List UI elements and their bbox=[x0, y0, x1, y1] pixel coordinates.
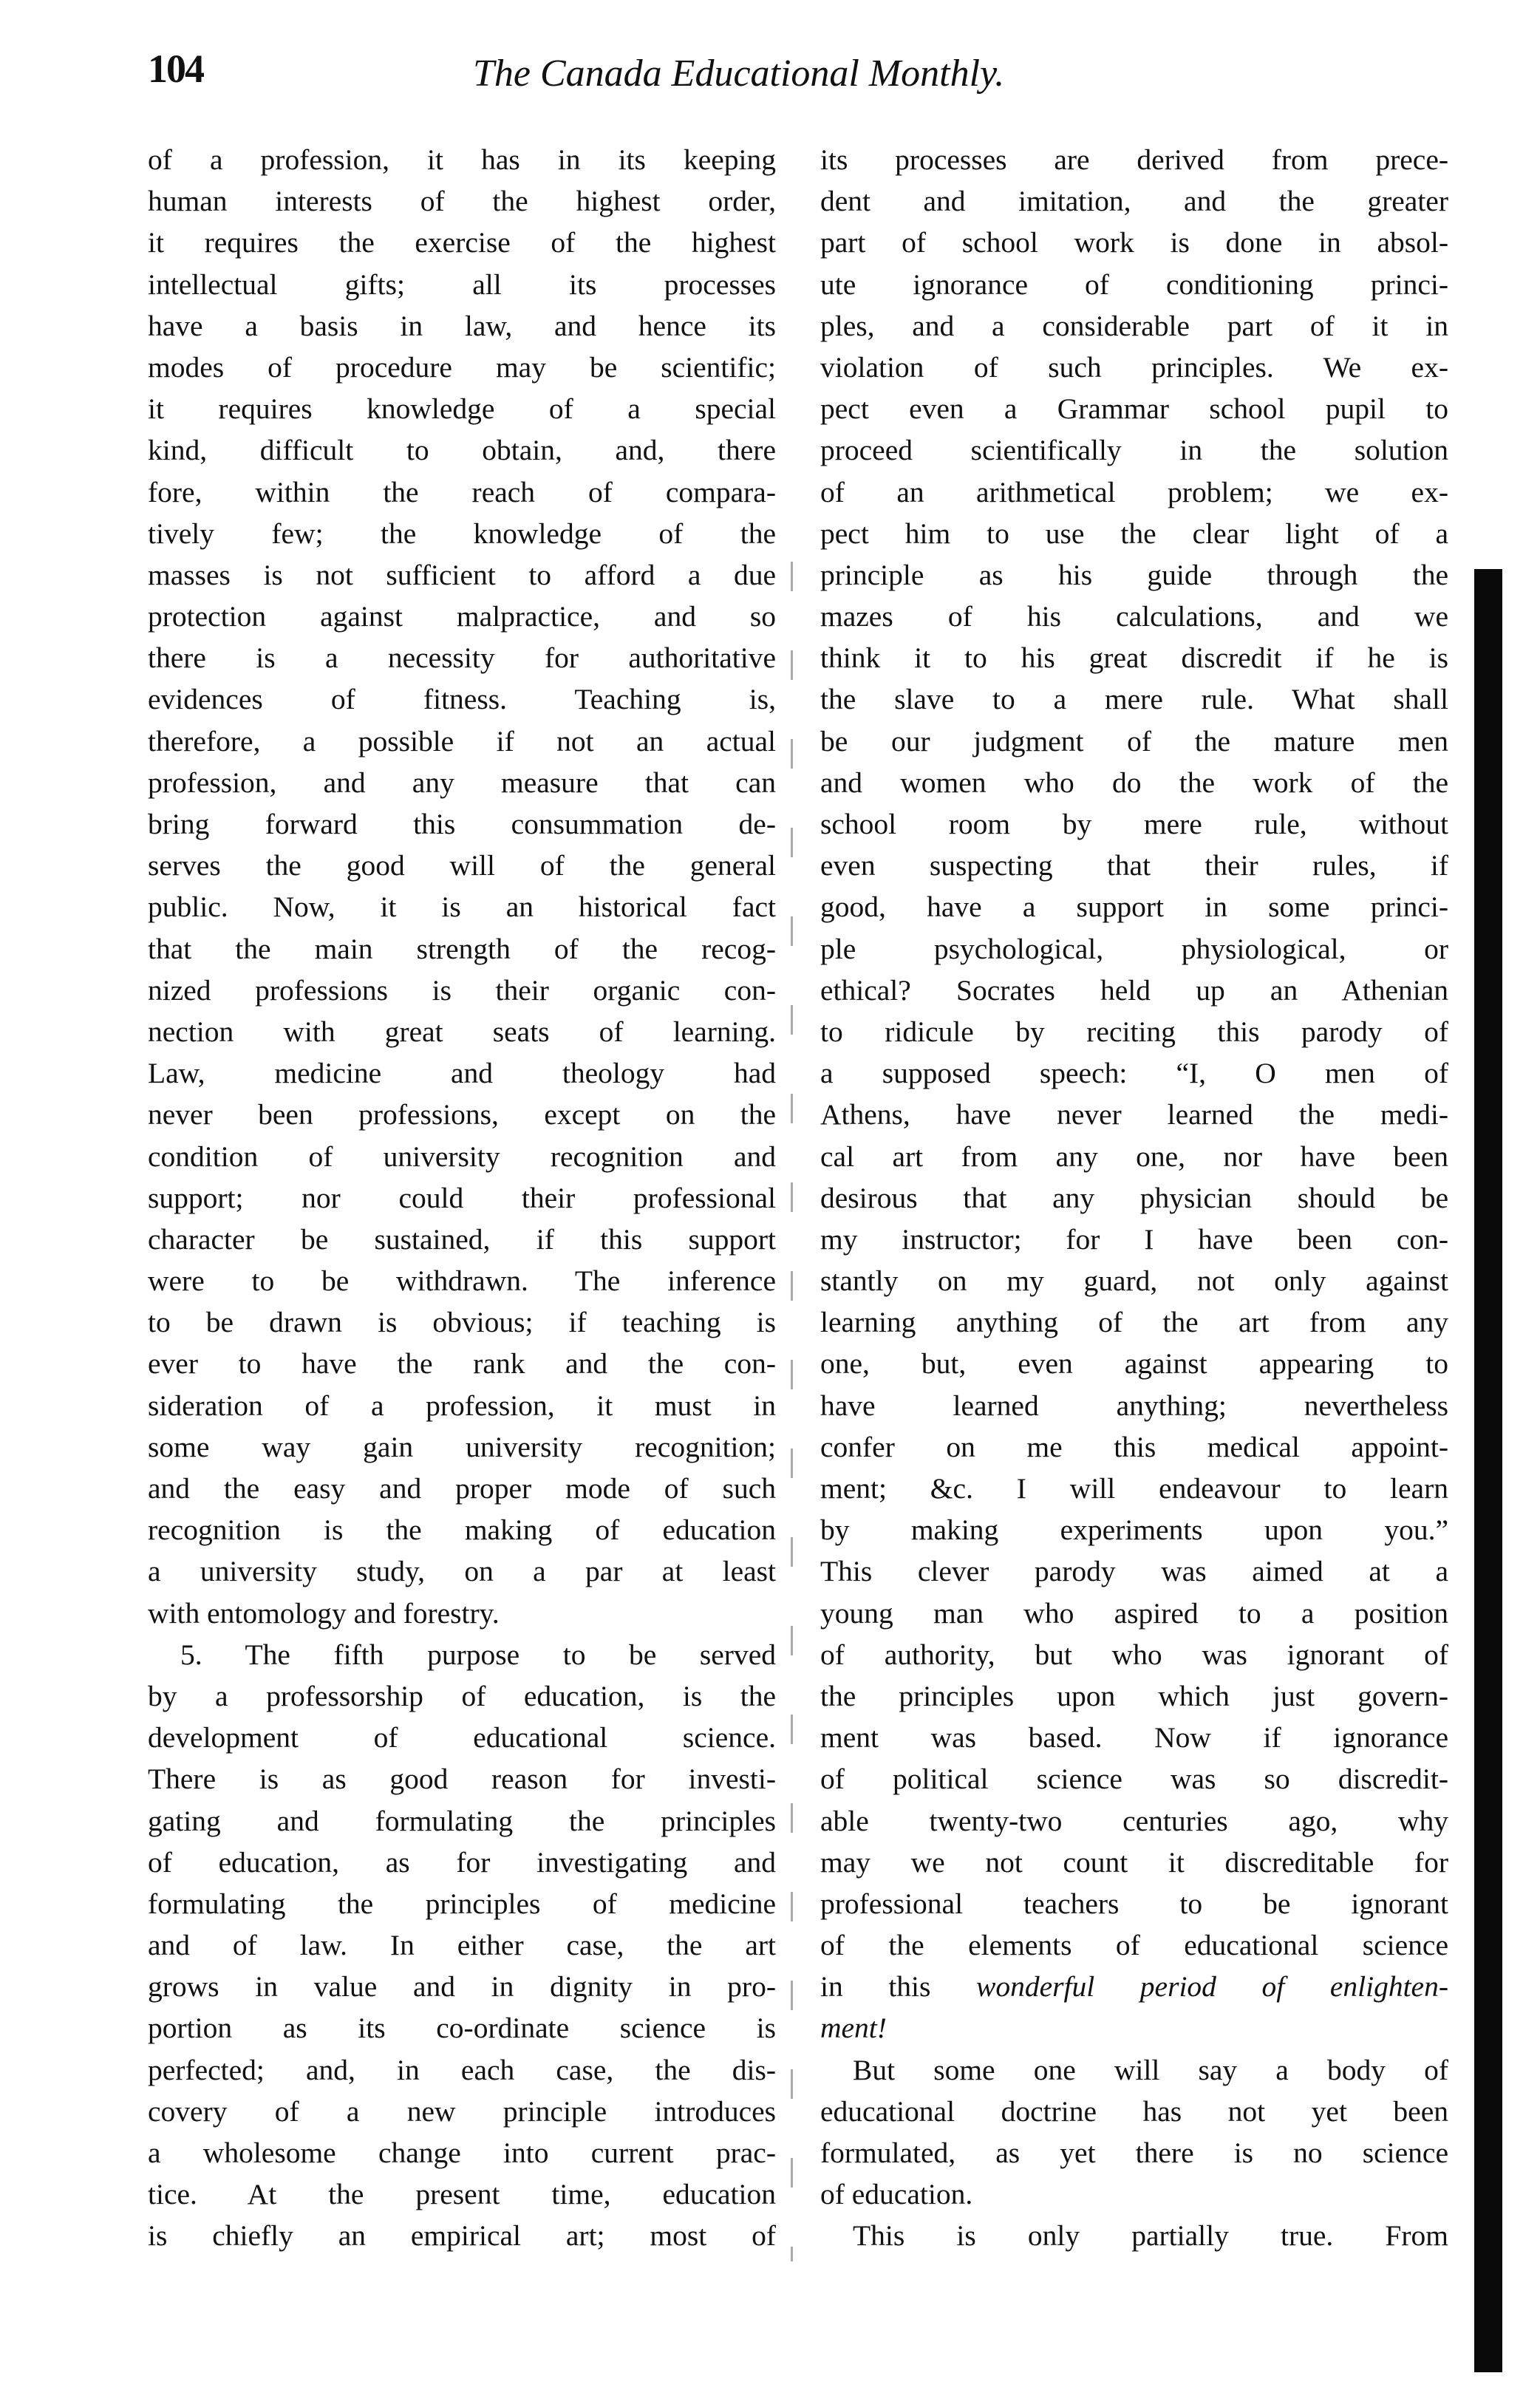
text-line: never been professions, except on the bbox=[148, 1098, 776, 1131]
page-header bbox=[148, 46, 1463, 105]
text-line: grows in value and in dignity in pro- bbox=[148, 1970, 776, 2003]
text-line: desirous that any physician should be bbox=[820, 1181, 1448, 1214]
text-line: modes of procedure may be scientific; bbox=[148, 350, 776, 384]
text-line: ment was based. Now if ignorance bbox=[820, 1721, 1448, 1754]
text-line: development of educational science. bbox=[148, 1721, 776, 1754]
text-line: is chiefly an empirical art; most of bbox=[148, 2219, 776, 2253]
text-line: think it to his great discredit if he is bbox=[820, 641, 1448, 675]
text-line: tively few; the knowledge of the bbox=[148, 517, 776, 550]
text-line: of the elements of educational science bbox=[820, 1929, 1448, 1962]
text-line: young man who aspired to a position bbox=[820, 1596, 1448, 1630]
right-text-column bbox=[820, 139, 1448, 2257]
text-line: masses is not sufficient to afford a due bbox=[148, 558, 776, 591]
text-line: of education, as for investigating and bbox=[148, 1845, 776, 1879]
text-line: mazes of his calculations, and we bbox=[820, 600, 1448, 633]
text-line: by a professorship of education, is the bbox=[148, 1679, 776, 1712]
text-line: formulated, as yet there is no science bbox=[820, 2137, 1448, 2169]
text-line: fore, within the reach of compara- bbox=[148, 475, 776, 508]
text-line: professional teachers to be ignorant bbox=[820, 1887, 1448, 1920]
text-line: of a profession, it has in its keeping bbox=[148, 143, 776, 176]
text-line: were to be withdrawn. The inference bbox=[148, 1264, 776, 1298]
text-line: There is as good reason for investi- bbox=[148, 1763, 776, 1796]
text-line: This is only partially true. From bbox=[853, 2219, 1448, 2253]
text-line: proceed scientifically in the solution bbox=[820, 434, 1448, 467]
page-edge-shadow bbox=[1474, 569, 1502, 2372]
text-line: therefore, a possible if not an actual bbox=[148, 724, 776, 757]
text-line: that the main strength of the recog- bbox=[148, 932, 776, 965]
text-line: ute ignorance of conditioning princi- bbox=[820, 268, 1448, 301]
text-line: ethical? Socrates held up an Athenian bbox=[820, 973, 1448, 1007]
text-line: of an arithmetical problem; we ex- bbox=[820, 475, 1448, 508]
text-line: and of law. In either case, the art bbox=[148, 1929, 776, 1962]
text-line: educational doctrine has not yet been bbox=[820, 2094, 1448, 2128]
text-line: principle as his guide through the bbox=[820, 558, 1448, 591]
text-line: serves the good will of the general bbox=[148, 849, 776, 882]
text-line: stantly on my guard, not only against bbox=[820, 1264, 1448, 1298]
text-line: by making experiments upon you.” bbox=[820, 1514, 1448, 1547]
text-line: 5. The fifth purpose to be served bbox=[180, 1638, 776, 1671]
text-line: have learned anything; nevertheless bbox=[820, 1389, 1448, 1422]
running-title: The Canada Educational Monthly. bbox=[473, 52, 1005, 95]
text-line: ples, and a considerable part of it in bbox=[820, 309, 1448, 342]
text-line: with entomology and forestry. bbox=[148, 1596, 500, 1630]
text-line: protection against malpractice, and so bbox=[148, 600, 776, 633]
text-line: of authority, but who was ignorant of bbox=[820, 1638, 1448, 1671]
text-line: it requires knowledge of a special bbox=[148, 392, 776, 426]
text-line: intellectual gifts; all its processes bbox=[148, 268, 776, 301]
left-text-column bbox=[148, 139, 776, 2257]
text-line: good, have a support in some princi- bbox=[820, 891, 1448, 924]
text-line: a university study, on a par at least bbox=[148, 1555, 776, 1588]
text-line: nection with great seats of learning. bbox=[148, 1015, 776, 1048]
text-line: of political science was so discredit- bbox=[820, 1763, 1448, 1796]
text-line: kind, difficult to obtain, and, there bbox=[148, 434, 776, 467]
text-line: violation of such principles. We ex- bbox=[820, 350, 1448, 384]
text-line: may we not count it discreditable for bbox=[820, 1845, 1448, 1879]
text-line: support; nor could their professional bbox=[148, 1181, 776, 1214]
text-line: the slave to a mere rule. What shall bbox=[820, 683, 1448, 716]
text-line: to ridicule by reciting this parody of bbox=[820, 1015, 1448, 1048]
text-line: ment! bbox=[820, 2012, 887, 2045]
text-line: able twenty-two centuries ago, why bbox=[820, 1804, 1448, 1837]
text-line: there is a necessity for authoritative bbox=[148, 641, 776, 675]
text-line: even suspecting that their rules, if bbox=[820, 849, 1448, 882]
text-line: dent and imitation, and the greater bbox=[820, 185, 1448, 218]
text-line: one, but, even against appearing to bbox=[820, 1347, 1448, 1380]
text-line: nized professions is their organic con- bbox=[148, 973, 776, 1007]
text-line: a supposed speech: “I, O men of bbox=[820, 1057, 1448, 1090]
text-line: and women who do the work of the bbox=[820, 766, 1448, 799]
text-line: recognition is the making of education bbox=[148, 1514, 776, 1547]
text-line: Athens, have never learned the medi- bbox=[820, 1098, 1448, 1131]
text-line: gating and formulating the principles bbox=[148, 1804, 776, 1837]
text-line: character be sustained, if this support bbox=[148, 1222, 776, 1256]
text-line: confer on me this medical appoint- bbox=[820, 1430, 1448, 1463]
text-line: covery of a new principle introduces bbox=[148, 2094, 776, 2128]
text-line: Law, medicine and theology had bbox=[148, 1057, 776, 1090]
text-line: perfected; and, in each case, the dis- bbox=[148, 2053, 776, 2086]
text-line: formulating the principles of medicine bbox=[148, 1887, 776, 1920]
text-line: school room by mere rule, without bbox=[820, 808, 1448, 840]
text-line: human interests of the highest order, bbox=[148, 185, 776, 218]
text-line: and the easy and proper mode of such bbox=[148, 1472, 776, 1505]
text-line: pect even a Grammar school pupil to bbox=[820, 392, 1448, 426]
text-line: But some one will say a body of bbox=[853, 2053, 1448, 2086]
text-line: condition of university recognition and bbox=[148, 1140, 776, 1173]
page-number: 104 bbox=[148, 47, 203, 91]
text-line: its processes are derived from prece- bbox=[820, 143, 1448, 176]
text-line: sideration of a profession, it must in bbox=[148, 1389, 776, 1422]
text-line: learning anything of the art from any bbox=[820, 1306, 1448, 1339]
text-line: portion as its co-ordinate science is bbox=[148, 2012, 776, 2045]
text-line: be our judgment of the mature men bbox=[820, 724, 1448, 757]
text-line: of education. bbox=[820, 2178, 973, 2211]
text-line: ple psychological, physiological, or bbox=[820, 932, 1448, 965]
text-line: This clever parody was aimed at a bbox=[820, 1555, 1448, 1588]
text-line: pect him to use the clear light of a bbox=[820, 517, 1448, 550]
column-gutter-mark bbox=[791, 562, 793, 2261]
text-line: ever to have the rank and the con- bbox=[148, 1347, 776, 1380]
text-line: a wholesome change into current prac- bbox=[148, 2137, 776, 2169]
text-line: public. Now, it is an historical fact bbox=[148, 891, 776, 924]
text-line: evidences of fitness. Teaching is, bbox=[148, 683, 776, 716]
text-line: tice. At the present time, education bbox=[148, 2178, 776, 2211]
text-line: part of school work is done in absol- bbox=[820, 226, 1448, 259]
text-line: the principles upon which just govern- bbox=[820, 1679, 1448, 1712]
text-line: it requires the exercise of the highest bbox=[148, 226, 776, 259]
text-line: cal art from any one, nor have been bbox=[820, 1140, 1448, 1173]
text-line: to be drawn is obvious; if teaching is bbox=[148, 1306, 776, 1339]
text-line: in this wonderful period of enlighten- bbox=[820, 1970, 1448, 2003]
text-line: bring forward this consummation de- bbox=[148, 808, 776, 840]
text-line: some way gain university recognition; bbox=[148, 1430, 776, 1463]
text-line: ment; &c. I will endeavour to learn bbox=[820, 1472, 1448, 1505]
text-line: profession, and any measure that can bbox=[148, 766, 776, 799]
text-line: my instructor; for I have been con- bbox=[820, 1222, 1448, 1256]
text-line: have a basis in law, and hence its bbox=[148, 309, 776, 342]
